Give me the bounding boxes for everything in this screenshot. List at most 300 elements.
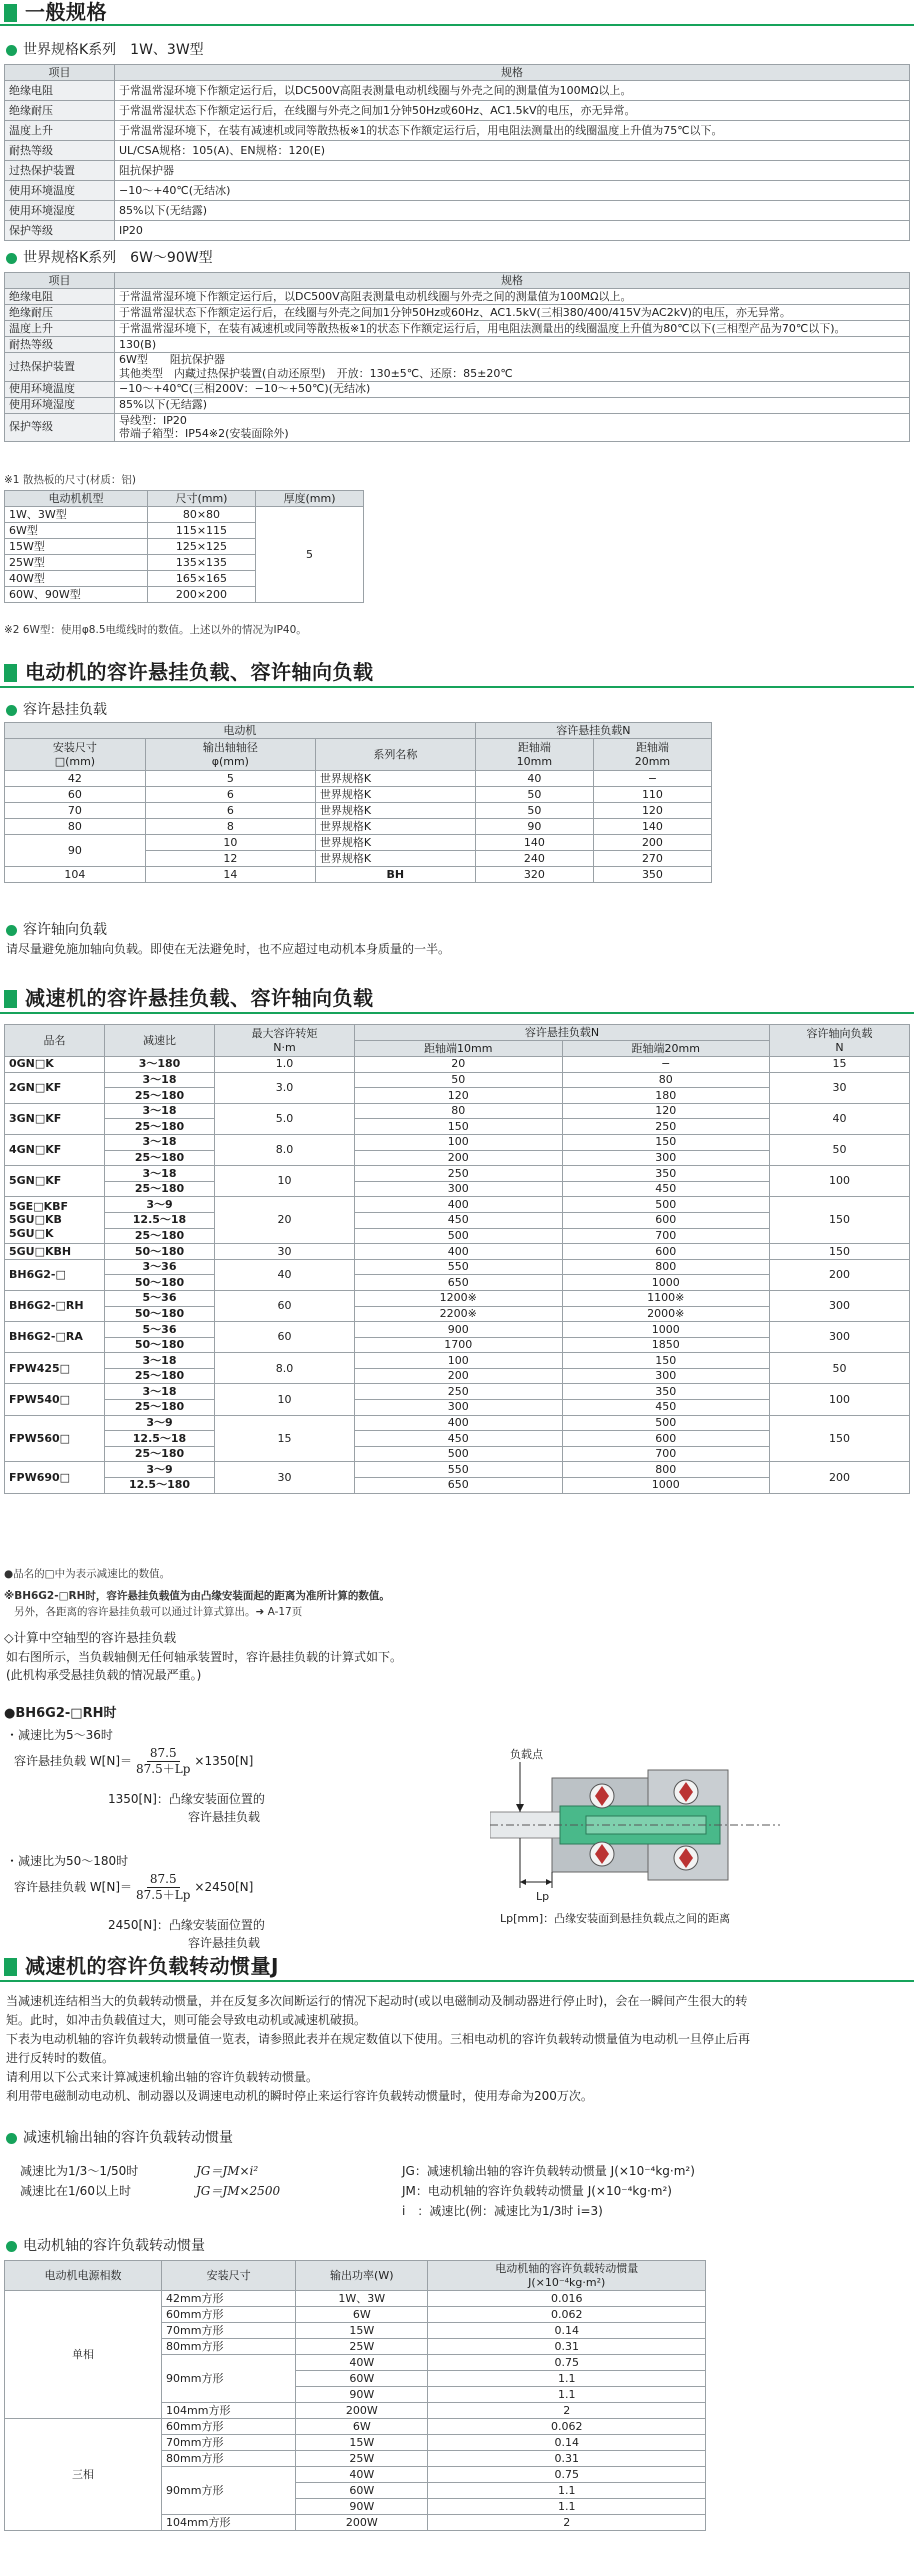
load-cell: 140 bbox=[593, 819, 711, 835]
note-calc-ref: 另外，各距离的容许悬挂负载可以通过计算式算出。➜ A-17页 bbox=[14, 1606, 303, 1618]
load-10-cell: 100 bbox=[355, 1134, 563, 1150]
shaft-cell: 5 bbox=[145, 771, 315, 787]
table-row bbox=[5, 397, 910, 413]
table-row bbox=[5, 771, 712, 787]
axial-cell: 50 bbox=[770, 1353, 910, 1384]
load-10-cell: 300 bbox=[355, 1181, 563, 1197]
table-row bbox=[5, 381, 910, 397]
load-10-cell: 2200※ bbox=[355, 1306, 563, 1322]
def-jm: JM：电动机轴的容许负载转动惯量 J(×10⁻⁴kg·m²) bbox=[402, 2184, 672, 2198]
shaft-cell: 6 bbox=[145, 787, 315, 803]
table-row bbox=[5, 1134, 910, 1150]
eq2-label: 减速比在1/60以上时 bbox=[20, 2184, 131, 2198]
paragraph-line: 请利用以下公式来计算减速机输出轴的容许负载转动惯量。 bbox=[6, 2070, 319, 2084]
model-cell: 1W、3W型 bbox=[5, 507, 148, 523]
heat-sink-table bbox=[4, 490, 364, 603]
bullet-icon bbox=[6, 705, 17, 716]
motor-inertia-table bbox=[4, 2260, 706, 2531]
section-marker-icon bbox=[4, 1958, 17, 1976]
output-cell: 60W bbox=[296, 2483, 428, 2499]
def-jg: JG：减速机输出轴的容许负载转动惯量 J(×10⁻⁴kg·m²) bbox=[402, 2164, 695, 2178]
axial-load-text: 请尽量避免施加轴向负载。即使在无法避免时，也不应超过电动机本身质量的一半。 bbox=[6, 942, 451, 956]
header-cell: 安装尺寸 □(mm) bbox=[5, 739, 146, 771]
row-label: 过热保护装置 bbox=[5, 161, 115, 181]
load-20-cell: 150 bbox=[562, 1134, 770, 1150]
sub-title-output-shaft-inertia: 减速机输出轴的容许负载转动惯量 bbox=[6, 2130, 233, 2148]
paragraph-line: 矩。此时，如冲击负载值过大，则可能会导致电动机或减速机破损。 bbox=[6, 2013, 367, 2027]
divider bbox=[0, 1980, 914, 1982]
formula-2: 容许悬挂负载 W[N]＝ $\frac{87.5}{87.5+Lp}$ ×2450[N] bbox=[14, 1872, 254, 1902]
load-10-cell: 500 bbox=[355, 1228, 563, 1244]
header-cell: 电动机电源相数 bbox=[5, 2261, 162, 2291]
row-label: 耐热等级 bbox=[5, 141, 115, 161]
ratio-cell: 3～18 bbox=[105, 1384, 215, 1400]
load-20-cell: 600 bbox=[562, 1431, 770, 1447]
load-20-cell: 1850 bbox=[562, 1337, 770, 1353]
torque-cell: 60 bbox=[215, 1322, 355, 1353]
load-10-cell: 20 bbox=[355, 1057, 563, 1073]
inertia-cell: 0.016 bbox=[428, 2291, 706, 2307]
table-row bbox=[5, 1384, 910, 1400]
lp-label: Lp bbox=[536, 1890, 550, 1903]
row-value: 导线型：IP20 带端子箱型：IP54※2(安装面除外) bbox=[115, 413, 910, 442]
load-10-cell: 1200※ bbox=[355, 1290, 563, 1306]
ratio-cell: 3～18 bbox=[105, 1072, 215, 1088]
load-cell: 50 bbox=[475, 787, 593, 803]
model-cell: 15W型 bbox=[5, 539, 148, 555]
mount-size-cell: 70mm方形 bbox=[162, 2323, 296, 2339]
bullet-icon bbox=[6, 45, 17, 56]
phase-cell: 三相 bbox=[5, 2419, 162, 2531]
inertia-cell: 2 bbox=[428, 2403, 706, 2419]
header-cell: 输出功率(W) bbox=[296, 2261, 428, 2291]
mount-size-cell: 42mm方形 bbox=[162, 2291, 296, 2307]
thickness-cell: 5 bbox=[255, 507, 363, 603]
section-title-gearhead-load: 减速机的容许悬挂负载、容许轴向负载 bbox=[4, 986, 374, 1011]
note-heat-sink: ※1 散热板的尺寸(材质：铝) bbox=[4, 474, 137, 486]
table-row bbox=[5, 1259, 910, 1275]
product-name: BH6G2-□RH bbox=[5, 1290, 105, 1321]
torque-cell: 8.0 bbox=[215, 1353, 355, 1384]
divider bbox=[0, 686, 914, 688]
table-row bbox=[5, 2419, 706, 2435]
load-10-cell: 550 bbox=[355, 1462, 563, 1478]
row-label: 绝缘耐压 bbox=[5, 305, 115, 321]
header-cell: 输出轴轴径 φ(mm) bbox=[145, 739, 315, 771]
output-cell: 200W bbox=[296, 2515, 428, 2531]
mount-cell: 60 bbox=[5, 787, 146, 803]
table-row bbox=[5, 1057, 910, 1073]
inertia-cell: 0.14 bbox=[428, 2435, 706, 2451]
formula-1-note: 1350[N]：凸缘安装面位置的 bbox=[108, 1792, 265, 1806]
output-cell: 90W bbox=[296, 2387, 428, 2403]
mount-size-cell: 60mm方形 bbox=[162, 2307, 296, 2323]
ratio-cell: 25～180 bbox=[105, 1446, 215, 1462]
load-20-cell: 450 bbox=[562, 1181, 770, 1197]
size-cell: 165×165 bbox=[147, 571, 255, 587]
table-row bbox=[5, 1322, 910, 1338]
table-row bbox=[5, 141, 910, 161]
output-cell: 200W bbox=[296, 2403, 428, 2419]
shaft-cell: 12 bbox=[145, 851, 315, 867]
ratio-cell: 12.5～18 bbox=[105, 1212, 215, 1228]
product-name: BH6G2-□ bbox=[5, 1259, 105, 1290]
calc-title: ◇计算中空轴型的容许悬挂负载 bbox=[4, 1630, 177, 1645]
row-value: −10～+40℃(无结冰) bbox=[115, 181, 910, 201]
ratio-cell: 3～9 bbox=[105, 1197, 215, 1213]
product-name: 2GN□KF bbox=[5, 1072, 105, 1103]
mount-cell: 70 bbox=[5, 803, 146, 819]
load-20-cell: 300 bbox=[562, 1368, 770, 1384]
axial-cell: 50 bbox=[770, 1134, 910, 1165]
table-header bbox=[5, 65, 910, 81]
gearhead-load-table bbox=[4, 1024, 910, 1494]
formula-2-fraction: $\frac{87.5}{87.5+Lp}$ bbox=[136, 1872, 191, 1902]
header-cell: 电动机轴的容许负载转动惯量 J(×10⁻⁴kg·m²) bbox=[428, 2261, 706, 2291]
row-label: 过热保护装置 bbox=[5, 353, 115, 382]
load-20-cell: 150 bbox=[562, 1353, 770, 1369]
row-value: 于常温常湿环境下，在装有减速机或同等散热板※1的状态下作额定运行后，用电阻法测量出的线圈温度上升值为80℃以下(三相型产品为70℃以下)。 bbox=[115, 321, 910, 337]
load-10-cell: 250 bbox=[355, 1166, 563, 1182]
load-10-cell: 400 bbox=[355, 1244, 563, 1260]
load-20-cell: 450 bbox=[562, 1400, 770, 1416]
mount-cell: 104 bbox=[5, 867, 146, 883]
table-row bbox=[5, 1072, 910, 1088]
ratio-cell: 3～9 bbox=[105, 1462, 215, 1478]
load-cell: 140 bbox=[475, 835, 593, 851]
product-name: 3GN□KF bbox=[5, 1103, 105, 1134]
header-cell: 厚度(mm) bbox=[255, 491, 363, 507]
load-10-cell: 450 bbox=[355, 1212, 563, 1228]
ratio-cell: 12.5～18 bbox=[105, 1431, 215, 1447]
row-value: 于常温常湿状态下作额定运行后，在线圈与外壳之间加1分钟50Hz或60Hz、AC1.5kV的电压，亦无异常。 bbox=[115, 101, 910, 121]
header-cell: 容许轴向负载 N bbox=[770, 1025, 910, 1057]
load-cell: 270 bbox=[593, 851, 711, 867]
row-label: 保护等级 bbox=[5, 413, 115, 442]
header-cell: 电动机机型 bbox=[5, 491, 148, 507]
torque-cell: 10 bbox=[215, 1166, 355, 1197]
row-value: IP20 bbox=[115, 221, 910, 241]
header-cell: 容许悬挂负载N bbox=[355, 1025, 770, 1041]
bullet-icon bbox=[6, 925, 17, 936]
formula-1-note-2: 容许悬挂负载 bbox=[188, 1810, 261, 1824]
load-10-cell: 900 bbox=[355, 1322, 563, 1338]
table-row bbox=[5, 1353, 910, 1369]
formula-2-note-2: 容许悬挂负载 bbox=[188, 1936, 261, 1950]
inertia-cell: 1.1 bbox=[428, 2387, 706, 2403]
output-cell: 6W bbox=[296, 2419, 428, 2435]
row-value: 于常温常湿环境下作额定运行后，以DC500V高阻表测量电动机线圈与外壳之间的测量值为100MΩ以上。 bbox=[115, 81, 910, 101]
load-10-cell: 300 bbox=[355, 1400, 563, 1416]
output-cell: 40W bbox=[296, 2467, 428, 2483]
paragraph-line: 进行反转时的数值。 bbox=[6, 2051, 115, 2065]
size-cell: 135×135 bbox=[147, 555, 255, 571]
row-label: 使用环境温度 bbox=[5, 381, 115, 397]
load-cell: 50 bbox=[475, 803, 593, 819]
product-name: 5GU□KBH bbox=[5, 1244, 105, 1260]
header-cell: 项目 bbox=[5, 273, 115, 289]
product-name: FPW560□ bbox=[5, 1415, 105, 1462]
axial-cell: 200 bbox=[770, 1259, 910, 1290]
load-20-cell: 700 bbox=[562, 1446, 770, 1462]
torque-cell: 1.0 bbox=[215, 1057, 355, 1073]
mount-size-cell: 80mm方形 bbox=[162, 2339, 296, 2355]
ratio-cell: 25～180 bbox=[105, 1150, 215, 1166]
shaft-cell: 10 bbox=[145, 835, 315, 851]
mount-size-cell: 104mm方形 bbox=[162, 2515, 296, 2531]
table-row bbox=[5, 337, 910, 353]
table-row bbox=[5, 2291, 706, 2307]
table-header bbox=[5, 739, 712, 771]
ratio-cell: 50～180 bbox=[105, 1306, 215, 1322]
table-row bbox=[5, 201, 910, 221]
mount-size-cell: 90mm方形 bbox=[162, 2467, 296, 2515]
ratio-cell: 50～180 bbox=[105, 1244, 215, 1260]
model-cell: 40W型 bbox=[5, 571, 148, 587]
product-name: FPW425□ bbox=[5, 1353, 105, 1384]
torque-cell: 3.0 bbox=[215, 1072, 355, 1103]
series-cell: 世界规格K bbox=[315, 819, 475, 835]
inertia-cell: 0.31 bbox=[428, 2339, 706, 2355]
axial-cell: 150 bbox=[770, 1415, 910, 1462]
table-row bbox=[5, 787, 712, 803]
table-row bbox=[5, 1290, 910, 1306]
header-cell: 容许悬挂负载N bbox=[475, 723, 711, 739]
sub-title-axial: 容许轴向负载 bbox=[6, 922, 107, 940]
series-cell: 世界规格K bbox=[315, 787, 475, 803]
load-10-cell: 650 bbox=[355, 1275, 563, 1291]
load-20-cell: 250 bbox=[562, 1119, 770, 1135]
load-20-cell: 1100※ bbox=[562, 1290, 770, 1306]
load-20-cell: 80 bbox=[562, 1072, 770, 1088]
load-20-cell: 600 bbox=[562, 1244, 770, 1260]
load-10-cell: 200 bbox=[355, 1150, 563, 1166]
table-row bbox=[5, 835, 712, 851]
axial-cell: 300 bbox=[770, 1322, 910, 1353]
load-cell: 350 bbox=[593, 867, 711, 883]
row-label: 绝缘电阻 bbox=[5, 81, 115, 101]
divider bbox=[0, 1012, 914, 1014]
model-cell: 25W型 bbox=[5, 555, 148, 571]
table-row bbox=[5, 101, 910, 121]
mount-cell: 80 bbox=[5, 819, 146, 835]
header-cell: 距轴端 10mm bbox=[475, 739, 593, 771]
paragraph-line: 利用带电磁制动电动机、制动器以及调速电动机的瞬时停止来运行容许负载转动惯量时，使用寿命为200万次。 bbox=[6, 2089, 593, 2103]
table-row bbox=[5, 1197, 910, 1213]
axial-cell: 30 bbox=[770, 1072, 910, 1103]
mount-size-cell: 80mm方形 bbox=[162, 2451, 296, 2467]
output-cell: 40W bbox=[296, 2355, 428, 2371]
torque-cell: 30 bbox=[215, 1462, 355, 1493]
header-cell: 距轴端 20mm bbox=[593, 739, 711, 771]
product-name: FPW690□ bbox=[5, 1462, 105, 1493]
axial-cell: 300 bbox=[770, 1290, 910, 1321]
row-value: 85%以下(无结露) bbox=[115, 397, 910, 413]
load-cell: 90 bbox=[475, 819, 593, 835]
output-cell: 25W bbox=[296, 2451, 428, 2467]
mount-size-cell: 70mm方形 bbox=[162, 2435, 296, 2451]
ratio-cell: 5～36 bbox=[105, 1322, 215, 1338]
torque-cell: 8.0 bbox=[215, 1134, 355, 1165]
table-row bbox=[5, 81, 910, 101]
series-cell: 世界规格K bbox=[315, 803, 475, 819]
ratio-cell: 50～180 bbox=[105, 1337, 215, 1353]
inertia-cell: 0.062 bbox=[428, 2307, 706, 2323]
spec-table-6w90w bbox=[4, 272, 910, 442]
ratio-cell: 3～36 bbox=[105, 1259, 215, 1275]
table-row bbox=[5, 867, 712, 883]
header-cell: 距轴端20mm bbox=[562, 1041, 770, 1057]
torque-cell: 60 bbox=[215, 1290, 355, 1321]
product-name: 5GN□KF bbox=[5, 1166, 105, 1197]
header-cell: 品名 bbox=[5, 1025, 105, 1057]
load-10-cell: 1700 bbox=[355, 1337, 563, 1353]
load-point-label: 负载点 bbox=[510, 1748, 543, 1761]
axial-cell: 200 bbox=[770, 1462, 910, 1493]
table-row bbox=[5, 161, 910, 181]
row-value: 6W型 阻抗保护器 其他类型 内藏过热保护装置(自动还原型) 开放：130±5℃、还原：85±20℃ bbox=[115, 353, 910, 382]
eq2: JG＝JM×2500 bbox=[196, 2184, 281, 2198]
ratio-cell: 5～36 bbox=[105, 1290, 215, 1306]
row-label: 使用环境湿度 bbox=[5, 397, 115, 413]
output-cell: 1W、3W bbox=[296, 2291, 428, 2307]
table-header bbox=[5, 2261, 706, 2291]
ratio-cell: 12.5～180 bbox=[105, 1478, 215, 1494]
load-10-cell: 550 bbox=[355, 1259, 563, 1275]
eq1-label: 减速比为1/3～1/50时 bbox=[20, 2164, 139, 2178]
row-label: 使用环境湿度 bbox=[5, 201, 115, 221]
product-name: BH6G2-□RA bbox=[5, 1322, 105, 1353]
table-row bbox=[5, 121, 910, 141]
size-cell: 200×200 bbox=[147, 587, 255, 603]
sub-title-motor-shaft-inertia: 电动机轴的容许负载转动惯量 bbox=[6, 2238, 205, 2256]
row-value: −10～+40℃(三相200V：−10～+50℃)(无结冰) bbox=[115, 381, 910, 397]
ratio-cell: 3～9 bbox=[105, 1415, 215, 1431]
load-10-cell: 250 bbox=[355, 1384, 563, 1400]
axial-cell: 15 bbox=[770, 1057, 910, 1073]
sub-title-k-6w90w: 世界规格K系列 6W～90W型 bbox=[6, 250, 213, 268]
row-label: 保护等级 bbox=[5, 221, 115, 241]
lp-caption: Lp[mm]：凸缘安装面到悬挂负载点之间的距离 bbox=[500, 1912, 731, 1925]
load-20-cell: 600 bbox=[562, 1212, 770, 1228]
section-marker-icon bbox=[4, 990, 17, 1008]
sub-title-overhung: 容许悬挂负载 bbox=[6, 702, 107, 720]
load-10-cell: 450 bbox=[355, 1431, 563, 1447]
table-row bbox=[5, 1166, 910, 1182]
paragraph-line: 下表为电动机轴的容许负载转动惯量值一览表，请参照此表并在规定数值以下使用。三相电动机的容许负载转动惯量值为电动机一旦停止后再 bbox=[6, 2032, 751, 2046]
torque-cell: 40 bbox=[215, 1259, 355, 1290]
mount-size-cell: 90mm方形 bbox=[162, 2355, 296, 2403]
load-10-cell: 200 bbox=[355, 1368, 563, 1384]
table-row bbox=[5, 321, 910, 337]
axial-cell: 150 bbox=[770, 1197, 910, 1244]
table-header bbox=[5, 723, 712, 739]
row-label: 温度上升 bbox=[5, 121, 115, 141]
load-20-cell: 350 bbox=[562, 1384, 770, 1400]
table-row bbox=[5, 819, 712, 835]
divider bbox=[0, 24, 914, 26]
ratio-cell: 25～180 bbox=[105, 1088, 215, 1104]
inertia-cell: 0.75 bbox=[428, 2355, 706, 2371]
inertia-cell: 2 bbox=[428, 2515, 706, 2531]
section-title-inertia: 减速机的容许负载转动惯量J bbox=[4, 1954, 279, 1979]
load-20-cell: 500 bbox=[562, 1197, 770, 1213]
table-header bbox=[5, 491, 364, 507]
row-value: 于常温常湿环境下，在装有减速机或同等散热板※1的状态下作额定运行后，用电阻法测量出的线圈温度上升值为75℃以下。 bbox=[115, 121, 910, 141]
spec-table-1w3w bbox=[4, 64, 910, 241]
table-row bbox=[5, 803, 712, 819]
mount-size-cell: 104mm方形 bbox=[162, 2403, 296, 2419]
load-10-cell: 400 bbox=[355, 1197, 563, 1213]
output-cell: 60W bbox=[296, 2371, 428, 2387]
bullet-icon bbox=[6, 2133, 17, 2144]
table-row bbox=[5, 181, 910, 201]
load-20-cell: 1000 bbox=[562, 1322, 770, 1338]
row-value: 于常温常湿环境下作额定运行后，以DC500V高阻表测量电动机线圈与外壳之间的测量值为100MΩ以上。 bbox=[115, 289, 910, 305]
load-10-cell: 500 bbox=[355, 1446, 563, 1462]
size-cell: 115×115 bbox=[147, 523, 255, 539]
motor-overhung-load-table bbox=[4, 722, 712, 883]
row-value: UL/CSA规格：105(A)、EN规格：120(E) bbox=[115, 141, 910, 161]
sub-title-k-1w3w: 世界规格K系列 1W、3W型 bbox=[6, 42, 204, 60]
section-title-motor-load: 电动机的容许悬挂负载、容许轴向负载 bbox=[4, 660, 374, 685]
torque-cell: 5.0 bbox=[215, 1103, 355, 1134]
ratio-cell: 25～180 bbox=[105, 1400, 215, 1416]
inertia-cell: 0.14 bbox=[428, 2323, 706, 2339]
torque-cell: 20 bbox=[215, 1197, 355, 1244]
section-title-general-spec: 一般规格 bbox=[4, 0, 107, 25]
shaft-cell: 8 bbox=[145, 819, 315, 835]
table-header bbox=[5, 273, 910, 289]
calc-text-1: 如右图所示，当负载轴侧无任何轴承装置时，容许悬挂负载的计算式如下。 bbox=[6, 1650, 403, 1664]
header-cell: 电动机 bbox=[5, 723, 476, 739]
product-name: 0GN□K bbox=[5, 1057, 105, 1073]
size-cell: 125×125 bbox=[147, 539, 255, 555]
load-10-cell: 120 bbox=[355, 1088, 563, 1104]
load-20-cell: 800 bbox=[562, 1462, 770, 1478]
note-rh: ※BH6G2-□RH时，容许悬挂负载值为由凸缘安装面起的距离为准所计算的数值。 bbox=[4, 1590, 390, 1602]
inertia-cell: 1.1 bbox=[428, 2371, 706, 2387]
table-row bbox=[5, 1244, 910, 1260]
formula-1: 容许悬挂负载 W[N]＝ $\frac{87.5}{87.5+Lp}$ ×1350[N] bbox=[14, 1746, 254, 1776]
load-cell: 120 bbox=[593, 803, 711, 819]
load-20-cell: 180 bbox=[562, 1088, 770, 1104]
rh-title: ●BH6G2-□RH时 bbox=[4, 1706, 117, 1721]
load-cell: 40 bbox=[475, 771, 593, 787]
header-cell: 系列名称 bbox=[315, 739, 475, 771]
calc-text-2: (此机构承受悬挂负载的情况最严重。) bbox=[6, 1668, 202, 1682]
header-cell: 项目 bbox=[5, 65, 115, 81]
row-label: 温度上升 bbox=[5, 321, 115, 337]
series-cell: 世界规格K bbox=[315, 771, 475, 787]
load-20-cell: 350 bbox=[562, 1166, 770, 1182]
row-label: 耐热等级 bbox=[5, 337, 115, 353]
series-cell: 世界规格K bbox=[315, 835, 475, 851]
mount-cell: 42 bbox=[5, 771, 146, 787]
header-cell: 规格 bbox=[115, 65, 910, 81]
series-cell: BH bbox=[315, 867, 475, 883]
ratio-cell: 3～18 bbox=[105, 1134, 215, 1150]
ratio-cell: 50～180 bbox=[105, 1275, 215, 1291]
table-row bbox=[5, 413, 910, 442]
product-name: 4GN□KF bbox=[5, 1134, 105, 1165]
ratio-range-2: ・减速比为50～180时 bbox=[6, 1854, 129, 1868]
load-20-cell: 500 bbox=[562, 1415, 770, 1431]
load-20-cell: 2000※ bbox=[562, 1306, 770, 1322]
bullet-icon bbox=[6, 253, 17, 264]
shaft-cell: 6 bbox=[145, 803, 315, 819]
torque-cell: 10 bbox=[215, 1384, 355, 1415]
